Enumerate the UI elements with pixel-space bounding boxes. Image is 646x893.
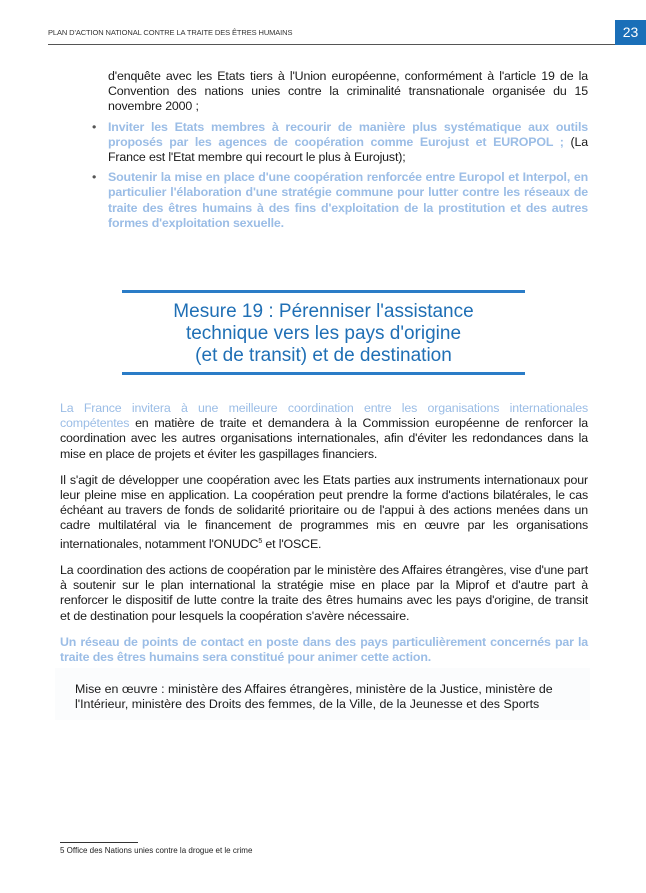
bullet-highlight: Inviter les Etats membres à recourir de manière plus systématique aux outils proposés par les agences de coopération comme Eurojust et EUROPOL ; (108, 119, 588, 149)
heading-line: technique vers les pays d'origine (185, 323, 462, 344)
paragraph (60, 401, 588, 462)
body-text (60, 401, 588, 665)
running-header: PLAN D'ACTION NATIONAL CONTRE LA TRAITE DES ÊTRES HUMAINS (48, 28, 293, 37)
page-number: 23 (615, 20, 646, 45)
heading-line: (et de transit) et de destination (195, 345, 452, 366)
header-divider (48, 44, 615, 45)
footnote-ref[interactable]: 5 (258, 537, 263, 545)
paragraph (60, 473, 588, 552)
heading-line: Mesure 19 : Pérenniser l'assistance (173, 301, 474, 322)
list-item (92, 170, 588, 231)
bullet-highlight: Soutenir la mise en place d'une coopération renforcée entre Europol et Interpol, en particulier l'élaboration d'une stratégie commune pour lutter contre les réseaux de traite des êtres humains à des fins d'exploitation de la prostitution et des autres formes d'exploitation sexuelle. (108, 170, 588, 230)
footnote-divider (60, 842, 138, 843)
implementation-text: Mise en œuvre : ministère des Affaires étrangères, ministère de la Justice, ministère de l'Intérieur, ministère des Droits des femmes, de la Ville, de la Jeunesse et des Sports (75, 682, 553, 711)
bullet-icon: • (92, 119, 97, 134)
paragraph-highlight: Un réseau de points de contact en poste dans des pays particulièrement concernés par la traite des êtres humains sera constitué pour animer cette action. (60, 634, 588, 664)
measure-heading (122, 290, 525, 375)
footnote: 5 Office des Nations unies contre la drogue et le crime (60, 846, 253, 855)
bullet-text: (La France est l'Etat membre qui recourt le plus à Eurojust); (108, 134, 588, 165)
paragraph-text: en matière de traite et demandera à la Commission européenne de renforcer la coordination avec les autres organisations internationales, afin d'éviter les redondances dans la mise en place de projets et éviter les gaspillages financiers. (60, 416, 588, 461)
list-item (92, 119, 588, 166)
paragraph-highlight: La France invitera à une meilleure coordination entre les organisations internationales compétentes (60, 401, 588, 431)
paragraph-text: Il s'agit de développer une coopération avec les Etats parties aux instruments internationaux pour leur pleine mise en application. La coopération peut prendre la forme d'actions bilatérales, le cas échéant au travers de fonds de solidarité prioritaire ou de l'appui à des actions menées dans un cadre multilatéral via le financement de programmes mis en œuvre par les organisations internationales, notamment l'ONUDC (60, 472, 588, 551)
bullet-list (92, 69, 588, 236)
implementation-box (55, 668, 590, 720)
continuation-text: d'enquête avec les Etats tiers à l'Union européenne, conformément à l'article 19 de la Convention des nations unies contre la criminalité transnationale organisée du 15 novembre 2000 ; (108, 69, 588, 114)
paragraph: La coordination des actions de coopération par le ministère des Affaires étrangères, vise d'une part à soutenir sur le plan international la stratégie mise en place par la Miprof et d'autre part à renforcer le dispositif de lutte contre la traite des êtres humains avec les pays d'origine, de transit et de destination pour lesquels la coopération s'avère nécessaire. (60, 562, 588, 623)
bullet-icon: • (92, 170, 97, 185)
paragraph-text: et l'OSCE. (262, 536, 322, 551)
